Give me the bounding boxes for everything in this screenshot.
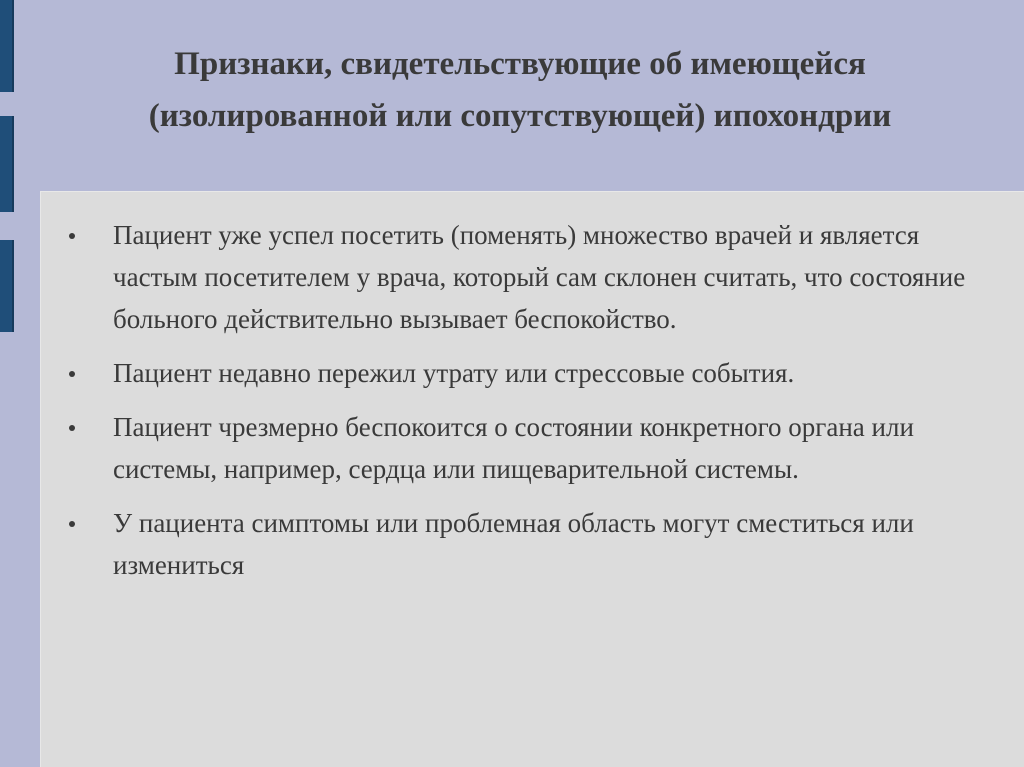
bullet-dot-icon	[69, 233, 75, 239]
bullet-dot-icon	[69, 521, 75, 527]
bullet-item-2	[69, 352, 969, 394]
slide-title-line-2: (изолированной или сопутствующей) ипохондрии	[148, 98, 892, 134]
bullet-text-2: Пациент недавно пережил утрату или стрессовые события.	[113, 358, 795, 388]
left-decor-strip	[0, 0, 14, 767]
slide-title-line-1: Признаки, свидетельствующие об имеющейся	[174, 46, 866, 82]
accent-bar-top	[0, 0, 14, 92]
bullet-item-3	[69, 406, 969, 490]
accent-bar-bottom	[0, 240, 14, 332]
bullet-item-4	[69, 502, 969, 586]
bullet-dot-icon	[69, 425, 75, 431]
bullet-text-1: Пациент уже успел посетить (поменять) множество врачей и является частым посетителем у врача, который сам склонен считать, что состояние больного действительно вызывает беспокойство.	[113, 220, 966, 334]
content-panel	[40, 191, 1024, 767]
bullet-list	[69, 214, 969, 598]
slide-title-area	[40, 38, 1000, 158]
bullet-dot-icon	[69, 371, 75, 377]
bullet-text-3: Пациент чрезмерно беспокоится о состоянии конкретного органа или системы, например, сердца или пищеварительной системы.	[113, 412, 914, 484]
accent-bar-middle	[0, 116, 14, 212]
slide-title	[40, 38, 1000, 142]
bullet-text-4: У пациента симптомы или проблемная область могут сместиться или измениться	[113, 508, 914, 580]
bullet-item-1	[69, 214, 969, 340]
